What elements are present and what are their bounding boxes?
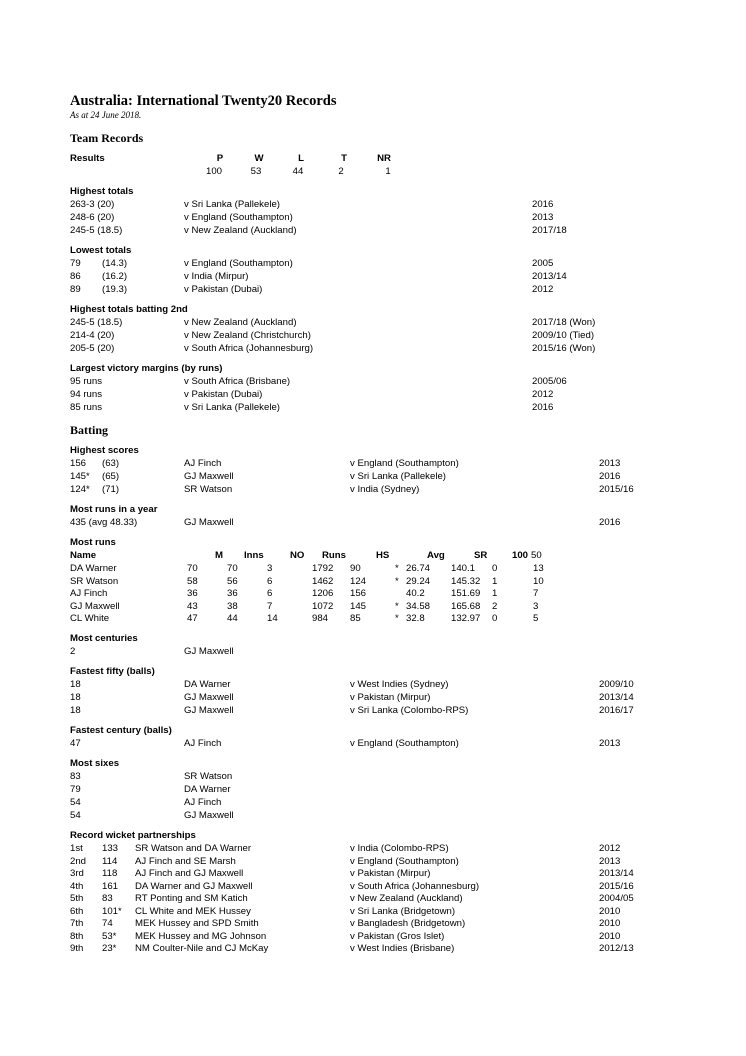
margin: 95 runs <box>70 376 102 387</box>
most-runs-cell-h: 0 <box>492 613 498 624</box>
margin: 85 runs <box>70 402 102 413</box>
most-runs-cell-sr: 151.69 <box>451 588 481 599</box>
most-runs-cell-h: 1 <box>492 588 498 599</box>
most-runs-cell-no: 14 <box>267 613 278 624</box>
score: 205-5 (20) <box>70 343 115 354</box>
opponent: v New Zealand (Auckland) <box>184 225 297 236</box>
partnership-cell-opp: v West Indies (Brisbane) <box>350 943 455 954</box>
balls: (71) <box>102 484 120 495</box>
most-runs-cell-sr: 132.97 <box>451 613 481 624</box>
balls: 18 <box>70 679 81 690</box>
balls: 18 <box>70 692 81 703</box>
season: 2017/18 (Won) <box>532 317 596 328</box>
partnership-cell-season: 2015/16 <box>599 880 634 892</box>
results-header: T <box>341 153 347 164</box>
player: DA Warner <box>184 784 231 795</box>
season: 2017/18 <box>532 225 567 236</box>
sixes-count: 79 <box>70 784 81 795</box>
partnership-cell-opp: v Pakistan (Mirpur) <box>350 868 431 879</box>
partnership-cell-pair: RT Ponting and SM Katich <box>135 893 248 904</box>
most-runs-cell-star: * <box>395 563 399 574</box>
runs-value: 435 (avg 48.33) <box>70 517 138 528</box>
score: 89 <box>70 284 81 295</box>
season: 2005 <box>532 258 554 269</box>
most-runs-cell-hs: 124 <box>350 575 367 587</box>
opponent: v Sri Lanka (Colombo-RPS) <box>350 705 469 716</box>
player: GJ Maxwell <box>184 517 234 528</box>
partnership-cell-runs: 161 <box>102 880 119 892</box>
column-header: HS <box>376 550 390 561</box>
results-label: Results <box>70 153 105 164</box>
season: 2013 <box>599 738 621 749</box>
most-runs-cell-runs: 1462 <box>312 575 334 587</box>
season: 2013/14 <box>532 271 567 282</box>
partnership-cell-season: 2010 <box>599 918 621 929</box>
page-title: Australia: International Twenty20 Records <box>70 93 337 109</box>
opponent: v West Indies (Sydney) <box>350 679 449 690</box>
partnership-cell-runs: 133 <box>102 843 119 854</box>
most-runs-cell-no: 7 <box>267 600 273 612</box>
partnership-cell-pair: CL White and MEK Hussey <box>135 905 251 917</box>
season: 2016 <box>599 517 621 528</box>
column-header: Inns <box>244 550 264 561</box>
section-heading: Most runs <box>70 537 116 548</box>
partnership-cell-wkt: 3rd <box>70 868 84 879</box>
player: AJ Finch <box>184 797 222 808</box>
player: GJ Maxwell <box>184 810 234 821</box>
partnership-cell-runs: 114 <box>102 855 118 867</box>
player: DA Warner <box>184 679 231 690</box>
section-heading: Highest totals <box>70 186 134 197</box>
opponent: v Sri Lanka (Pallekele) <box>350 471 446 482</box>
partnership-cell-wkt: 6th <box>70 905 84 917</box>
most-runs-cell-sr: 140.1 <box>451 563 476 574</box>
most-runs-cell-m: 70 <box>187 563 198 574</box>
opponent: v Pakistan (Dubai) <box>184 389 263 400</box>
score: 145* <box>70 471 90 482</box>
partnership-cell-wkt: 2nd <box>70 855 87 867</box>
season: 2013 <box>532 212 554 223</box>
opponent: v England (Southampton) <box>350 738 459 749</box>
partnership-cell-opp: v Bangladesh (Bridgetown) <box>350 918 466 929</box>
partnership-cell-wkt: 1st <box>70 843 83 854</box>
centuries-value: 2 <box>70 646 76 657</box>
season: 2015/16 <box>599 484 634 495</box>
most-runs-cell-no: 3 <box>267 563 273 574</box>
partnership-cell-runs: 118 <box>102 868 118 879</box>
player: GJ Maxwell <box>184 692 234 703</box>
score: 245-5 (18.5) <box>70 317 123 328</box>
opponent: v South Africa (Brisbane) <box>184 376 291 387</box>
column-header: Avg <box>427 550 445 561</box>
player: SR Watson <box>184 484 233 495</box>
opponent: v England (Southampton) <box>350 458 459 469</box>
most-runs-cell-hs: 85 <box>350 613 361 624</box>
results-header: L <box>298 153 304 164</box>
most-runs-cell-h: 1 <box>492 575 498 587</box>
season: 2005/06 <box>532 376 567 387</box>
partnership-cell-opp: v Sri Lanka (Bridgetown) <box>350 905 456 917</box>
most-runs-cell-m: 36 <box>187 588 198 599</box>
section-heading: Most runs in a year <box>70 504 158 515</box>
partnership-cell-runs: 101* <box>102 905 122 917</box>
most-runs-cell-avg: 26.74 <box>406 563 431 574</box>
score: 124* <box>70 484 90 495</box>
most-runs-cell-inns: 36 <box>227 588 238 599</box>
sixes-count: 54 <box>70 810 81 821</box>
section-heading: Largest victory margins (by runs) <box>70 363 223 374</box>
most-runs-cell-star: * <box>395 613 399 624</box>
section-heading: Fastest fifty (balls) <box>70 666 155 677</box>
opponent: v Pakistan (Mirpur) <box>350 692 431 703</box>
partnership-cell-season: 2004/05 <box>599 893 634 904</box>
most-runs-cell-name: AJ Finch <box>70 588 108 599</box>
opponent: v England (Southampton) <box>184 258 293 269</box>
opponent: v South Africa (Johannesburg) <box>184 343 314 354</box>
balls: (65) <box>102 471 120 482</box>
most-runs-cell-runs: 1206 <box>312 588 334 599</box>
player: GJ Maxwell <box>184 705 234 716</box>
score: 79 <box>70 258 81 269</box>
most-runs-cell-runs: 984 <box>312 613 329 624</box>
most-runs-cell-runs: 1792 <box>312 563 334 574</box>
column-header: 50 <box>531 550 542 561</box>
most-runs-cell-inns: 56 <box>227 575 238 587</box>
most-runs-cell-f: 3 <box>533 600 539 612</box>
season: 2016/17 <box>599 705 634 716</box>
overs: (14.3) <box>102 258 128 269</box>
partnership-cell-pair: AJ Finch and SE Marsh <box>135 855 236 867</box>
score: 214-4 (20) <box>70 330 115 341</box>
results-header: W <box>254 153 264 164</box>
most-runs-cell-name: GJ Maxwell <box>70 600 120 612</box>
most-runs-cell-m: 43 <box>187 600 198 612</box>
column-header: Runs <box>322 550 346 561</box>
partnership-cell-opp: v England (Southampton) <box>350 855 459 867</box>
partnership-cell-pair: AJ Finch and GJ Maxwell <box>135 868 244 879</box>
overs: (16.2) <box>102 271 128 282</box>
partnership-cell-runs: 53* <box>102 930 117 942</box>
season: 2009/10 <box>599 679 634 690</box>
partnership-cell-runs: 83 <box>102 893 113 904</box>
results-value: 2 <box>338 166 344 177</box>
section-heading: Most centuries <box>70 633 138 644</box>
section-heading: Record wicket partnerships <box>70 830 196 841</box>
opponent: v England (Southampton) <box>184 212 293 223</box>
season: 2016 <box>532 199 554 210</box>
column-header: 100 <box>512 550 529 561</box>
partnership-cell-opp: v India (Colombo-RPS) <box>350 843 449 854</box>
most-runs-cell-hs: 90 <box>350 563 361 574</box>
results-value: 100 <box>205 166 222 177</box>
partnership-cell-season: 2010 <box>599 905 621 917</box>
sixes-count: 54 <box>70 797 81 808</box>
opponent: v Sri Lanka (Pallekele) <box>184 199 280 210</box>
score: 156 <box>70 458 87 469</box>
partnership-cell-season: 2013 <box>599 855 621 867</box>
most-runs-cell-star: * <box>395 575 399 587</box>
most-runs-cell-h: 0 <box>492 563 498 574</box>
partnership-cell-wkt: 5th <box>70 893 84 904</box>
column-header: M <box>215 550 223 561</box>
results-header: NR <box>377 153 391 164</box>
partnership-cell-season: 2010 <box>599 930 621 942</box>
margin: 94 runs <box>70 389 102 400</box>
partnership-cell-pair: DA Warner and GJ Maxwell <box>135 880 253 892</box>
player: GJ Maxwell <box>184 646 234 657</box>
most-runs-cell-hs: 145 <box>350 600 367 612</box>
results-value: 53 <box>250 166 262 177</box>
season: 2013 <box>599 458 621 469</box>
partnership-cell-runs: 74 <box>102 918 113 929</box>
opponent: v New Zealand (Christchurch) <box>184 330 311 341</box>
partnership-cell-wkt: 8th <box>70 930 84 942</box>
section-heading: Fastest century (balls) <box>70 725 172 736</box>
partnership-cell-pair: NM Coulter-Nile and CJ McKay <box>135 943 269 954</box>
opponent: v India (Mirpur) <box>184 271 249 282</box>
column-header: Name <box>70 550 97 561</box>
most-runs-cell-name: DA Warner <box>70 563 117 574</box>
team-records-heading: Team Records <box>70 131 144 145</box>
opponent: v Pakistan (Dubai) <box>184 284 263 295</box>
most-runs-cell-m: 47 <box>187 613 198 624</box>
section-heading: Highest scores <box>70 445 139 456</box>
column-header: NO <box>290 550 305 561</box>
season: 2016 <box>532 402 554 413</box>
season: 2015/16 (Won) <box>532 343 596 354</box>
page-subtitle: As at 24 June 2018. <box>70 110 142 120</box>
season: 2012 <box>532 284 554 295</box>
partnership-cell-wkt: 9th <box>70 943 84 954</box>
results-value: 44 <box>292 166 304 177</box>
overs: (19.3) <box>102 284 128 295</box>
partnership-cell-wkt: 4th <box>70 880 84 892</box>
most-runs-cell-star: * <box>395 600 399 612</box>
season: 2013/14 <box>599 692 634 703</box>
partnership-cell-pair: MEK Hussey and MG Johnson <box>135 930 267 942</box>
most-runs-cell-h: 2 <box>492 600 498 612</box>
player: SR Watson <box>184 771 233 782</box>
most-runs-cell-inns: 44 <box>227 613 238 624</box>
most-runs-cell-avg: 29.24 <box>406 575 431 587</box>
most-runs-cell-avg: 34.58 <box>406 600 431 612</box>
section-heading: Highest totals batting 2nd <box>70 304 188 315</box>
most-runs-cell-inns: 38 <box>227 600 238 612</box>
most-runs-cell-no: 6 <box>267 588 273 599</box>
partnership-cell-opp: v New Zealand (Auckland) <box>350 893 463 904</box>
player: AJ Finch <box>184 738 222 749</box>
partnership-cell-season: 2012 <box>599 843 621 854</box>
balls: 18 <box>70 705 81 716</box>
most-runs-cell-f: 10 <box>533 575 544 587</box>
batting-heading: Batting <box>70 423 109 437</box>
most-runs-cell-name: SR Watson <box>70 575 119 587</box>
opponent: v India (Sydney) <box>350 484 420 495</box>
most-runs-cell-avg: 40.2 <box>406 588 425 599</box>
opponent: v New Zealand (Auckland) <box>184 317 297 328</box>
score: 248-6 (20) <box>70 212 115 223</box>
most-runs-cell-sr: 145.32 <box>451 575 481 587</box>
results-header: P <box>216 153 224 164</box>
score: 263-3 (20) <box>70 199 115 210</box>
player: GJ Maxwell <box>184 471 234 482</box>
most-runs-cell-runs: 1072 <box>312 600 334 612</box>
most-runs-cell-f: 13 <box>533 563 544 574</box>
partnership-cell-wkt: 7th <box>70 918 84 929</box>
sixes-count: 83 <box>70 771 81 782</box>
balls: (63) <box>102 458 120 469</box>
opponent: v Sri Lanka (Pallekele) <box>184 402 280 413</box>
season: 2009/10 (Tied) <box>532 330 595 341</box>
score: 86 <box>70 271 81 282</box>
partnership-cell-opp: v South Africa (Johannesburg) <box>350 880 480 892</box>
most-runs-cell-m: 58 <box>187 575 198 587</box>
most-runs-cell-sr: 165.68 <box>451 600 481 612</box>
most-runs-cell-hs: 156 <box>350 588 367 599</box>
partnership-cell-pair: MEK Hussey and SPD Smith <box>135 918 259 929</box>
player: AJ Finch <box>184 458 222 469</box>
partnership-cell-opp: v Pakistan (Gros Islet) <box>350 930 445 942</box>
results-value: 1 <box>385 166 391 177</box>
section-heading: Lowest totals <box>70 245 132 256</box>
season: 2016 <box>599 471 621 482</box>
most-runs-cell-name: CL White <box>70 613 110 624</box>
most-runs-cell-f: 7 <box>533 588 539 599</box>
partnership-cell-season: 2013/14 <box>599 868 634 879</box>
most-runs-cell-inns: 70 <box>227 563 238 574</box>
most-runs-cell-avg: 32.8 <box>406 613 425 624</box>
season: 2012 <box>532 389 554 400</box>
score: 245-5 (18.5) <box>70 225 123 236</box>
partnership-cell-pair: SR Watson and DA Warner <box>135 843 252 854</box>
partnership-cell-season: 2012/13 <box>599 943 634 954</box>
partnership-cell-runs: 23* <box>102 943 117 954</box>
column-header: SR <box>474 550 488 561</box>
most-runs-cell-no: 6 <box>267 575 273 587</box>
balls: 47 <box>70 738 81 749</box>
most-runs-cell-f: 5 <box>533 613 539 624</box>
section-heading: Most sixes <box>70 758 120 769</box>
